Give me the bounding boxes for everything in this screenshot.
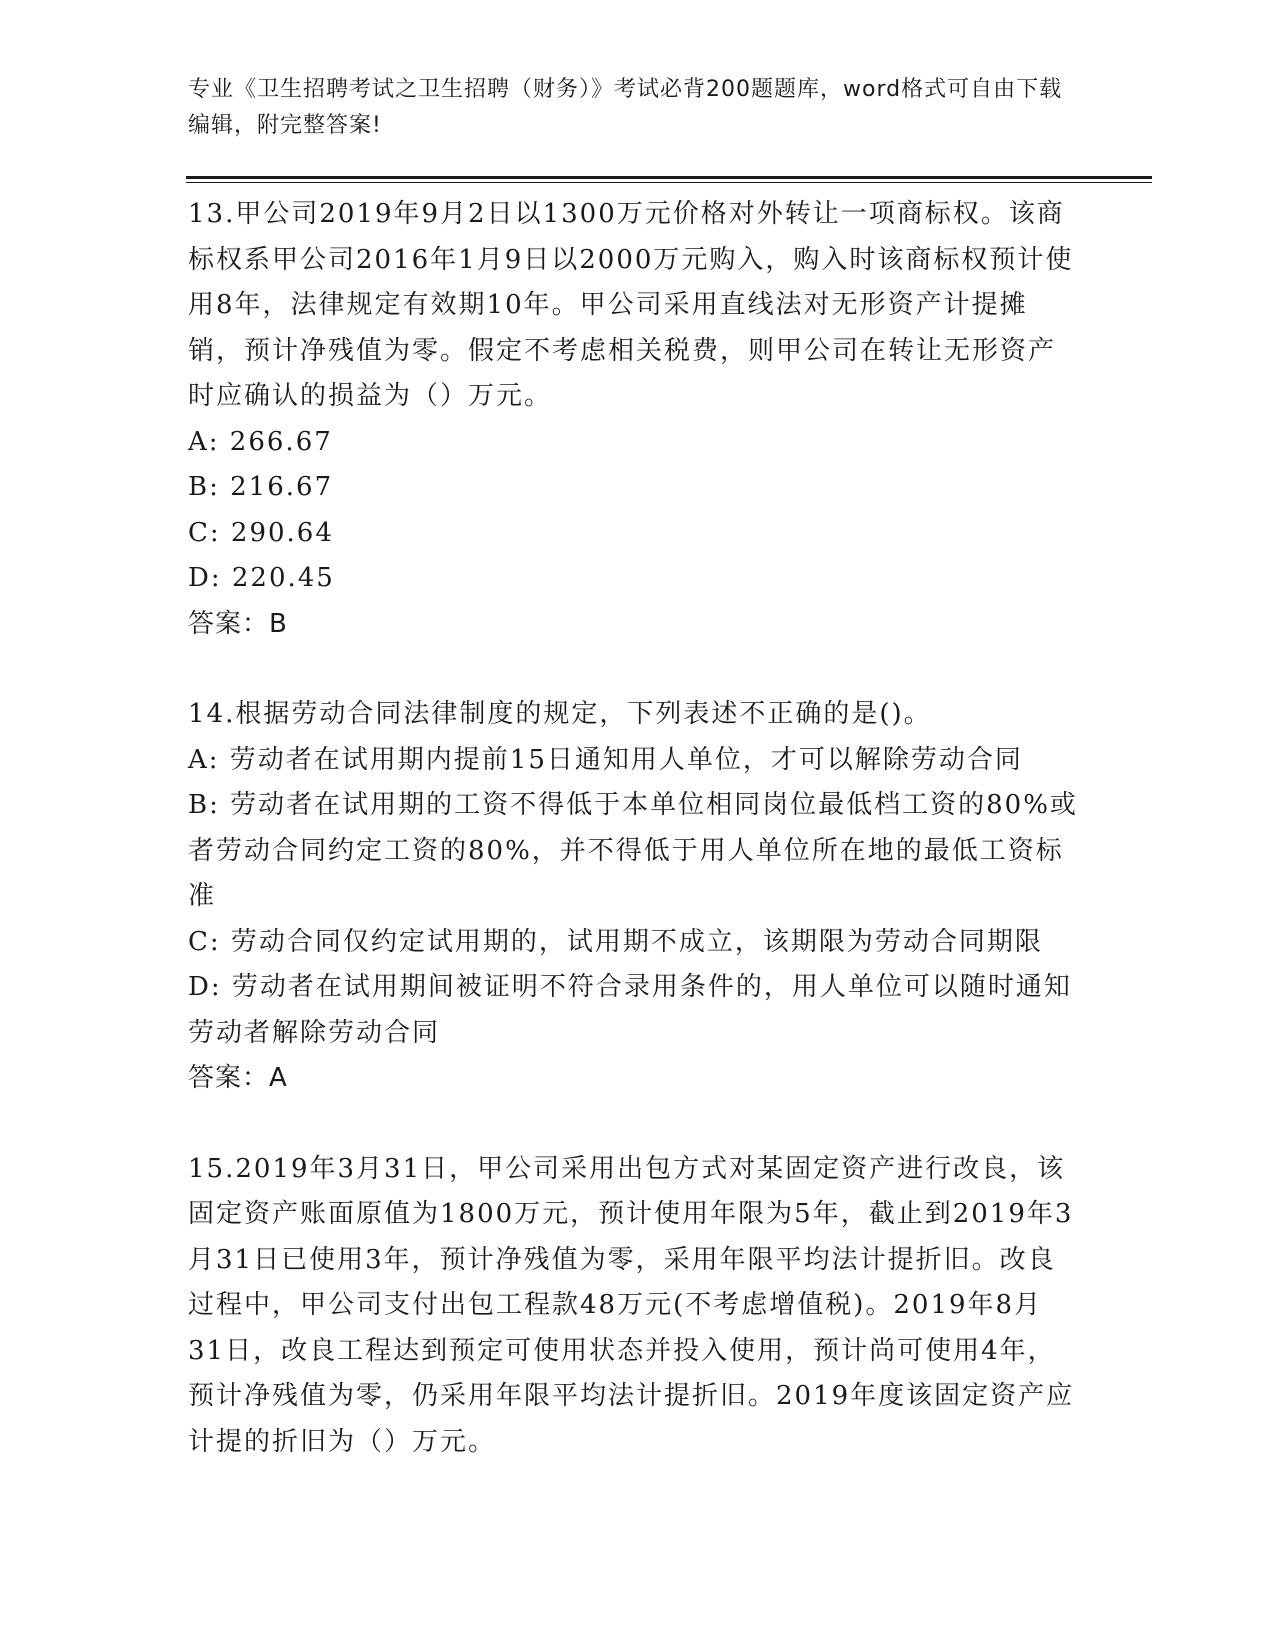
option-b: B: 劳动者在试用期的工资不得低于本单位相同岗位最低档工资的80%或者劳动合同约定工资的80%，并不得低于用人单位所在地的最低工资标准 bbox=[188, 790, 1078, 911]
option-b: B: 216.67 bbox=[188, 472, 334, 502]
question-13 bbox=[188, 192, 1078, 647]
option-d: D: 劳动者在试用期间被证明不符合录用条件的，用人单位可以随时通知劳动者解除劳动合同 bbox=[188, 972, 1072, 1048]
option-c: C: 劳动合同仅约定试用期的，试用期不成立，该期限为劳动合同期限 bbox=[188, 926, 1043, 957]
header-divider-thick bbox=[186, 176, 1152, 179]
answer-line: 答案：B bbox=[188, 608, 288, 639]
question-list bbox=[188, 192, 1078, 1465]
option-a: A: 266.67 bbox=[188, 426, 333, 457]
question-stem: 15.2019年3月31日，甲公司采用出包方式对某固定资产进行改良，该固定资产账面原值为1800万元，预计使用年限为5年，截止到2019年3月31日已使用3年，预计净残值为零，采用年限平均法计提折旧。改良过程中，甲公司支付出包工程款48万元(不考虑增值税)。2019年8月31日，改良工程达到预定可使用状态并投入使用，预计尚可使用4年，预计净残值为零，仍采用年限平均法计提折旧。2019年度该固定资产应计提的折旧为（）万元。 bbox=[188, 1153, 1075, 1457]
question-spacer bbox=[188, 647, 1078, 692]
option-c: C: 290.64 bbox=[188, 517, 334, 548]
header-divider-thin bbox=[186, 182, 1152, 183]
option-a: A: 劳动者在试用期内提前15日通知用人单位，才可以解除劳动合同 bbox=[188, 744, 1023, 775]
question-14 bbox=[188, 692, 1078, 1102]
document-header: 专业《卫生招聘考试之卫生招聘（财务）》考试必背200题题库，word格式可自由下载编辑，附完整答案! bbox=[188, 77, 1063, 138]
question-spacer bbox=[188, 1102, 1078, 1147]
question-stem: 14.根据劳动合同法律制度的规定，下列表述不正确的是()。 bbox=[188, 699, 932, 729]
answer-line: 答案：A bbox=[188, 1063, 288, 1093]
question-15 bbox=[188, 1147, 1078, 1466]
question-stem: 13.甲公司2019年9月2日以1300万元价格对外转让一项商标权。该商标权系甲公司2016年1月9日以2000万元购入，购入时该商标权预计使用8年，法律规定有效期10年。甲公司采用直线法对无形资产计提摊销，预计净残值为零。假定不考虑相关税费，则甲公司在转让无形资产时应确认的损益为（）万元。 bbox=[188, 199, 1074, 411]
option-d: D: 220.45 bbox=[188, 563, 335, 593]
